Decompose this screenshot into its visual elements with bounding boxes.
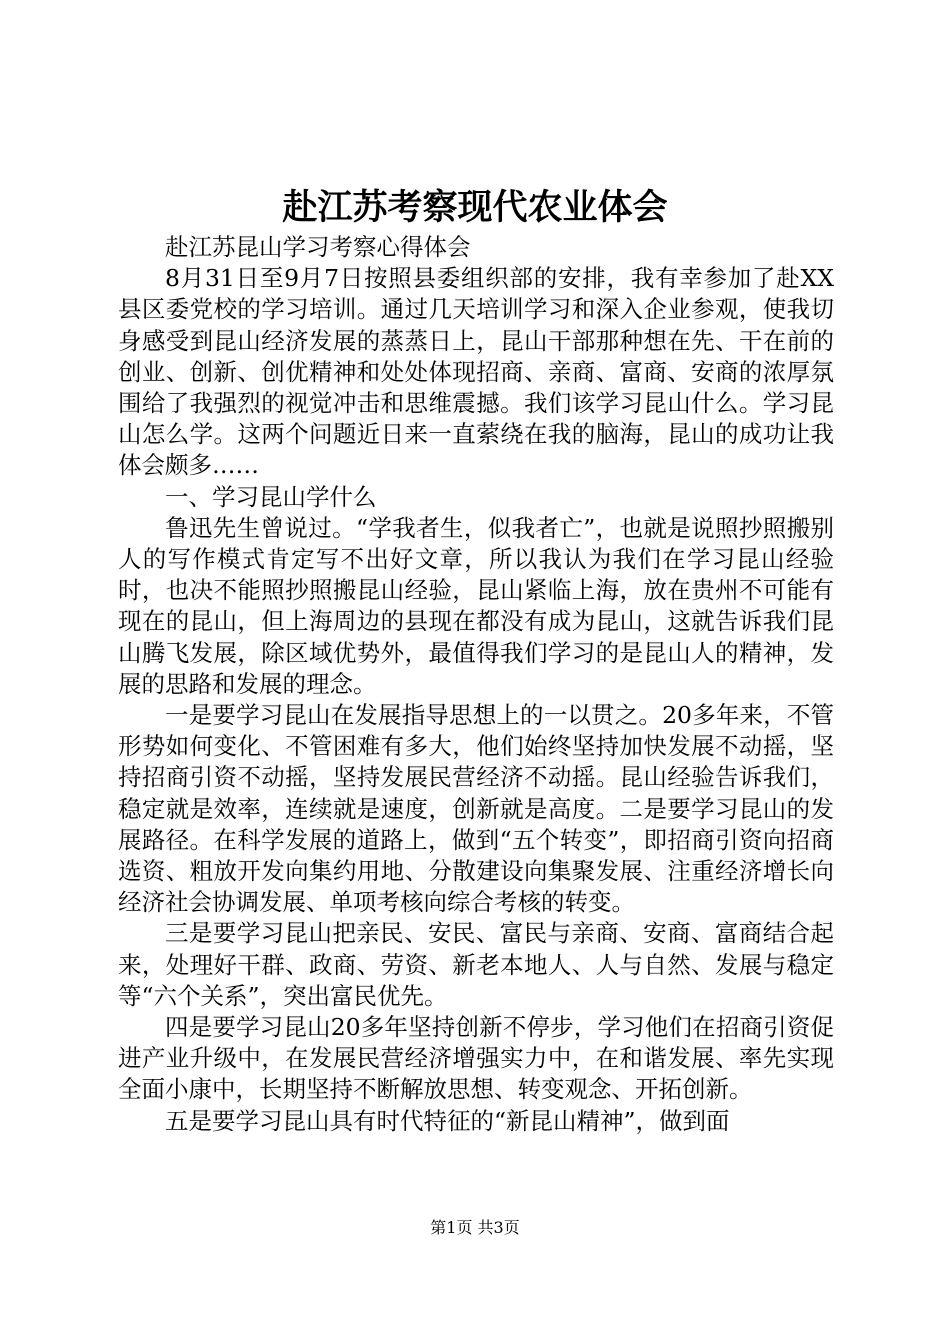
paragraph: 五是要学习昆山具有时代特征的“新昆山精神”，做到面 xyxy=(165,1106,730,1135)
paragraph-intro: 8月31日至9月7日按照县委组织部的安排，我有幸参加了赴XX县区委党校的学习培训。通过几天培训学习和深入企业参观，使我切身感受到昆山经济发展的蒸蒸日上，昆山干部那种想在先、干在前的创业、创新、创优精神和处处体现招商、亲商、富商、安商的浓厚氛围给了我强烈的视觉冲击和思维震撼。我们该学习昆山什么。学习昆山怎么学。这两个问题近日来一直萦绕在我的脑海，昆山的成功让我体会颇多…… xyxy=(118,264,834,480)
section-heading: 一、学习昆山学什么 xyxy=(165,482,377,511)
paragraph-subtitle: 赴江苏昆山学习考察心得体会 xyxy=(165,233,471,261)
page-footer: 第1页 共3页 xyxy=(430,1218,520,1237)
paragraph: 鲁迅先生曾说过。“学我者生，似我者亡”，也就是说照抄照搬别人的写作模式肯定写不出好文章，所以我认为我们在学习昆山经验时，也决不能照抄照搬昆山经验，昆山紧临上海，放在贵州不可能有现在的昆山，但上海周边的县现在都没有成为昆山，这就告诉我们昆山腾飞发展，除区域优势外，最值得我们学习的是昆山人的精神，发展的思路和发展的理念。 xyxy=(118,513,834,698)
paragraph: 三是要学习昆山把亲民、安民、富民与亲商、安商、富商结合起来，处理好干群、政商、劳资、新老本地人、人与自然、发展与稳定等“六个关系”，突出富民优先。 xyxy=(118,919,834,1010)
paragraph: 四是要学习昆山20多年坚持创新不停步，学习他们在招商引资促进产业升级中，在发展民营经济增强实力中，在和谐发展、率先实现全面小康中，长期坚持不断解放思想、转变观念、开拓创新。 xyxy=(118,1013,834,1104)
document-body xyxy=(118,232,834,1137)
paragraph: 一是要学习昆山在发展指导思想上的一以贯之。20多年来，不管形势如何变化、不管困难有多大，他们始终坚持加快发展不动摇，坚持招商引资不动摇，坚持发展民营经济不动摇。昆山经验告诉我们，稳定就是效率，连续就是速度，创新就是高度。二是要学习昆山的发展路径。在科学发展的道路上，做到“五个转变”，即招商引资向招商选资、粗放开发向集约用地、分散建设向集聚发展、注重经济增长向经济社会协调发展、单项考核向综合考核的转变。 xyxy=(118,701,834,917)
document-title: 赴江苏考察现代农业体会 xyxy=(282,187,668,228)
